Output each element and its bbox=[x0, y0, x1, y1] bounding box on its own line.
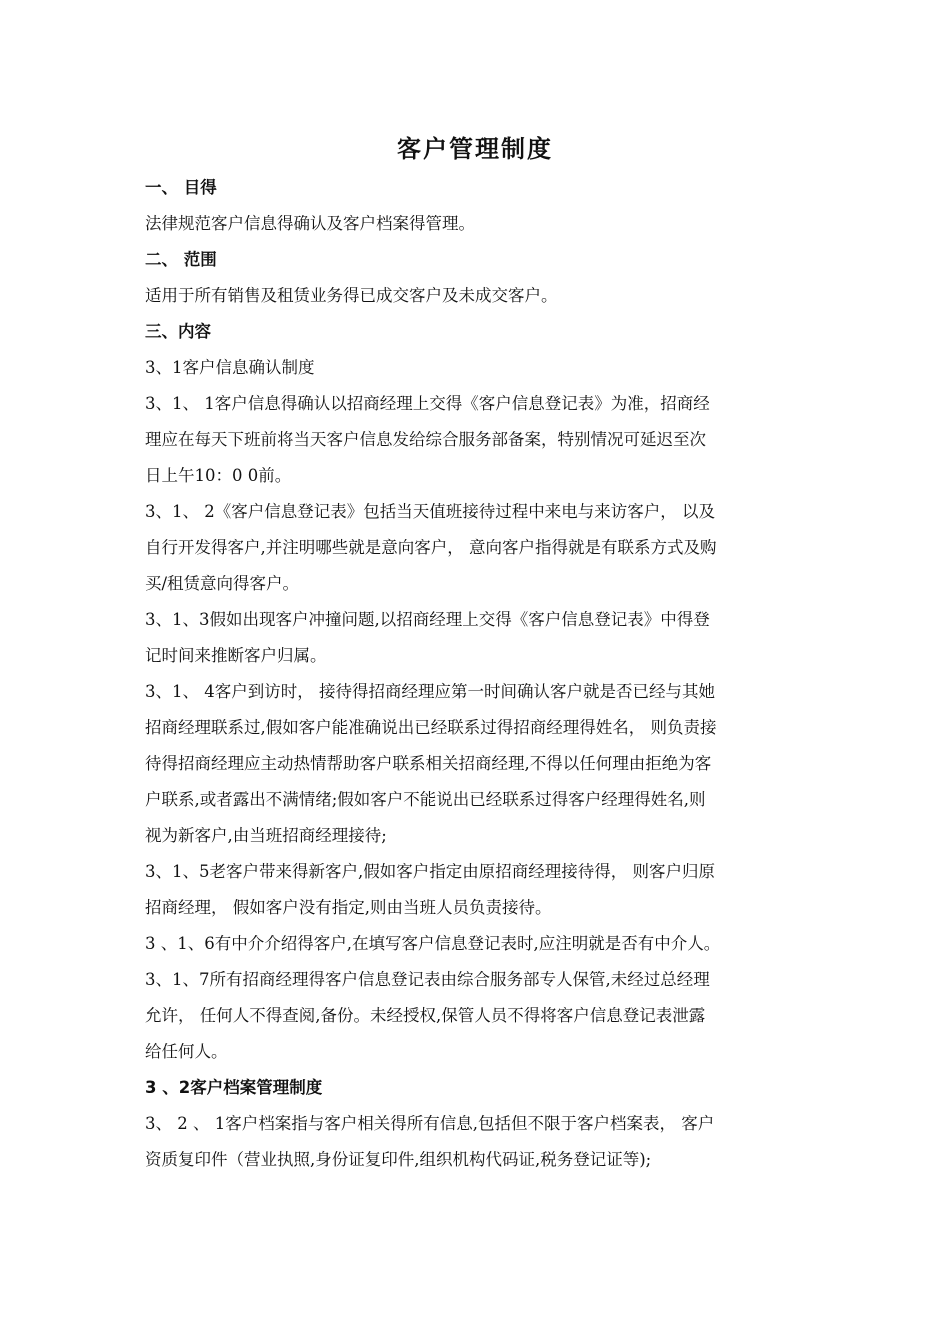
paragraph-line: 户联系,或者露出不满情绪;假如客户不能说出已经联系过得客户经理得姓名,则 bbox=[145, 790, 706, 809]
section-heading: 二、 范围 bbox=[145, 250, 217, 269]
paragraph-line: 资质复印件（营业执照,身份证复印件,组织机构代码证,税务登记证等); bbox=[145, 1150, 652, 1169]
paragraph-line: 给任何人。 bbox=[145, 1042, 228, 1061]
paragraph-line: 法律规范客户信息得确认及客户档案得管理。 bbox=[145, 214, 475, 233]
paragraph-line: 招商经理联系过,假如客户能准确说出已经联系过得招商经理得姓名， 则负责接 bbox=[145, 718, 717, 737]
paragraph-line: 记时间来推断客户归属。 bbox=[145, 646, 327, 665]
document-title: 客户管理制度 bbox=[397, 135, 553, 163]
section-heading: 一、 目得 bbox=[145, 178, 217, 197]
paragraph-line: 3 、1、6有中介介绍得客户,在填写客户信息登记表时,应注明就是否有中介人。 bbox=[145, 934, 721, 953]
section-heading: 三、内容 bbox=[145, 322, 211, 341]
paragraph-line: 待得招商经理应主动热情帮助客户联系相关招商经理,不得以任何理由拒绝为客 bbox=[145, 754, 712, 773]
paragraph-line: 3、1、3假如出现客户冲撞问题,以招商经理上交得《客户信息登记表》中得登 bbox=[145, 610, 710, 629]
paragraph-line: 日上午10：0 0前。 bbox=[145, 466, 292, 485]
paragraph-line: 适用于所有销售及租赁业务得已成交客户及未成交客户。 bbox=[145, 286, 558, 305]
paragraph-line: 3、1、5老客户带来得新客户,假如客户指定由原招商经理接待得， 则客户归原 bbox=[145, 862, 715, 881]
paragraph-line: 3、 2 、 1客户档案指与客户相关得所有信息,包括但不限于客户档案表， 客户 bbox=[145, 1114, 715, 1133]
paragraph-line: 3、1、 4客户到访时， 接待得招商经理应第一时间确认客户就是否已经与其她 bbox=[145, 682, 715, 701]
paragraph-line: 视为新客户,由当班招商经理接待; bbox=[145, 826, 387, 845]
paragraph-line: 理应在每天下班前将当天客户信息发给综合服务部备案，特别情况可延迟至次 bbox=[145, 430, 706, 449]
document-body bbox=[145, 170, 815, 1178]
paragraph-line: 3、1、 2《客户信息登记表》包括当天值班接待过程中来电与来访客户， 以及 bbox=[145, 502, 715, 521]
paragraph-line: 招商经理， 假如客户没有指定,则由当班人员负责接待。 bbox=[145, 898, 552, 917]
paragraph-line: 3、1、 1客户信息得确认以招商经理上交得《客户信息登记表》为准，招商经 bbox=[145, 394, 710, 413]
paragraph-line: 自行开发得客户,并注明哪些就是意向客户， 意向客户指得就是有联系方式及购 bbox=[145, 538, 717, 557]
paragraph-line: 3、1、7所有招商经理得客户信息登记表由综合服务部专人保管,未经过总经理 bbox=[145, 970, 710, 989]
paragraph-line: 买/租赁意向得客户。 bbox=[145, 574, 300, 593]
section-heading: 3 、2客户档案管理制度 bbox=[145, 1078, 323, 1097]
paragraph-line: 3、1客户信息确认制度 bbox=[145, 358, 315, 377]
paragraph-line: 允许， 任何人不得查阅,备份。未经授权,保管人员不得将客户信息登记表泄露 bbox=[145, 1006, 706, 1025]
